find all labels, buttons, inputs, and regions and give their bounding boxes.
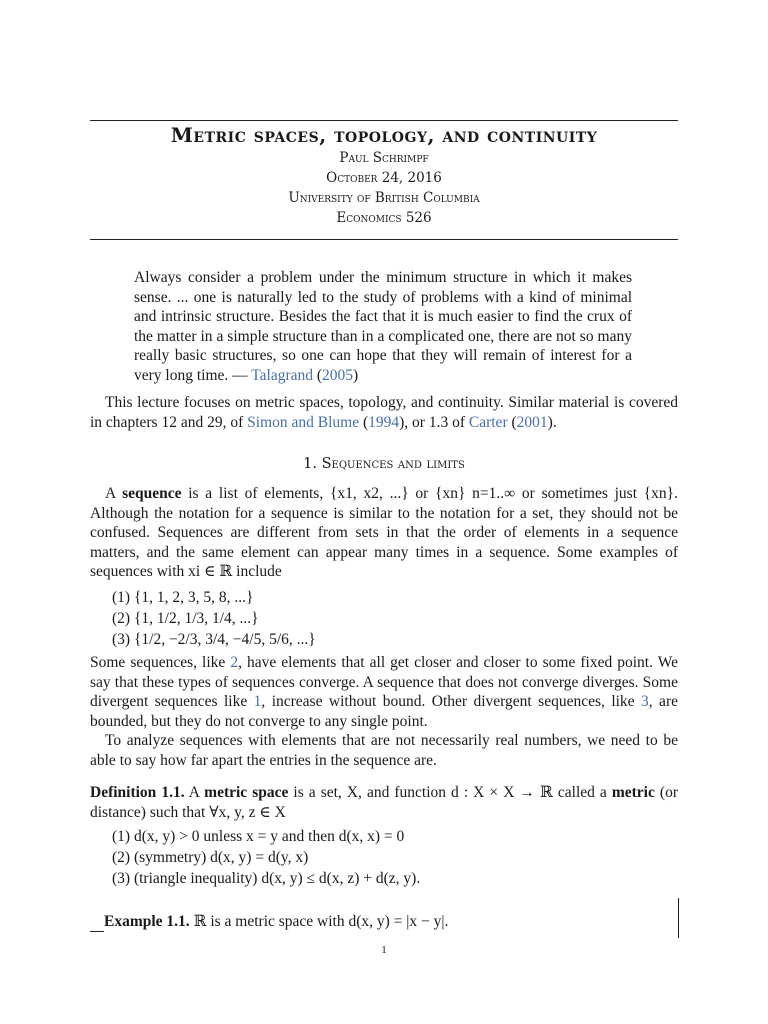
metric-axiom-2: (2) (symmetry) d(x, y) = d(y, x) — [112, 849, 309, 866]
analysis-paragraph: To analyze sequences with elements that are not necessarily real numbers, we need to be able to say how far apart the entries in the sequence are. — [90, 732, 678, 769]
intro-text-1: This lecture focuses on metric spaces, topology, and continuity. Similar material is covered in chapters 12 and 29, of — [90, 394, 678, 431]
example-box — [90, 898, 679, 938]
ref-carter-year[interactable]: 2001 — [516, 413, 548, 431]
ref-simon-blume-year[interactable]: 1994 — [368, 413, 400, 431]
example-label: Example 1.1. — [104, 913, 190, 930]
paper-title: Metric spaces, topology, and continuity — [170, 123, 598, 147]
conv-text-b: , have elements that all get closer and closer to some fixed point. We say that these types of sequences converge. A sequence that does not converge diverges. Some divergent sequences like — [90, 654, 678, 710]
sequence-examples — [90, 587, 678, 650]
seq-text-b: is a list of elements, {x1, x2, ...} or {xn} n=1..∞ or sometimes just {xn}. Although the notation for a sequence is similar to the notation for a set, they should not be confused. Sequences are different from sets in that the order of elements in a sequence matters, and the same element can appear many times in a sequence. Some examples of sequences with xi ∈ ℝ include — [90, 485, 678, 580]
intro-paragraph: This lecture focuses on metric spaces, topology, and continuity. Similar material is covered in chapters 12 and 29, of Simon and Blume (1994), or 1.3 of Carter (2001). — [90, 394, 678, 431]
ref-example-1[interactable]: 1 — [253, 693, 262, 710]
ref-carter[interactable]: Carter — [468, 413, 508, 431]
metric-axiom-3: (3) (triangle inequality) d(x, y) ≤ d(x, z) + d(z, y). — [112, 870, 421, 887]
quote-text: Always consider a problem under the minimum structure in which it makes sense. ... one is naturally led to the study of problems with a kind of minimal and intrinsic structure. Besides the fact that it is much easier to find the crux of the matter in a simple structure than in a complicated one, there are not so many really basic structures, so one can hope that they will remain of interest for a very long time. — — [134, 269, 632, 384]
metric-axiom-1: (1) d(x, y) > 0 unless x = y and then d(x, x) = 0 — [112, 828, 405, 845]
ref-simon-blume[interactable]: Simon and Blume — [247, 413, 360, 431]
term-metric: metric — [611, 784, 655, 801]
example-text: ℝ is a metric space with d(x, y) = |x − y|. — [189, 913, 449, 930]
epigraph-quote: Always consider a problem under the minimum structure in which it makes sense. ... one is naturally led to the study of problems with a kind of minimal and intrinsic structure. Besides the fact that it is much easier to find the crux of the matter in a simple structure than in a complicated one, there are not so many really basic structures, so one can hope that they will remain of interest for a very long time. — Talagrand (2005) — [134, 269, 632, 384]
intro-text-2: , or 1.3 of — [404, 413, 469, 431]
definition-block — [90, 783, 678, 889]
course: Economics 526 — [336, 210, 432, 226]
sequence-example-2: (2) {1, 1/2, 1/3, 1/4, ...} — [112, 610, 259, 627]
def-text-b: is a set, X, and function d : X × X → ℝ called a — [288, 784, 612, 801]
institution: University of British Columbia — [288, 190, 480, 206]
seq-text-a: A — [105, 485, 123, 502]
title-block — [90, 122, 678, 228]
section-heading: 1. Sequences and limits — [303, 456, 465, 472]
page-number: 1 — [381, 944, 387, 956]
example-content — [104, 912, 448, 932]
conv-text-a: Some sequences, like — [90, 654, 231, 671]
def-text-c: (or distance) such that ∀x, y, z ∈ X — [90, 784, 678, 821]
convergence-paragraph — [90, 653, 678, 770]
top-rule — [90, 120, 678, 121]
sequence-example-1: (1) {1, 1, 2, 3, 5, 8, ...} — [112, 589, 254, 606]
intro-text-3: . — [552, 413, 557, 431]
date: October 24, 2016 — [326, 170, 442, 186]
quote-author-link[interactable]: Talagrand — [251, 366, 313, 384]
term-sequence: sequence — [122, 485, 182, 502]
ref-example-2[interactable]: 2 — [230, 654, 239, 671]
sequence-example-3: (3) {1/2, −2/3, 3/4, −4/5, 5/6, ...} — [112, 631, 316, 648]
sequence-definition-paragraph — [90, 484, 678, 582]
conv-text-d: , are bounded, but they do not converge to any single point. — [90, 693, 678, 730]
definition-label: Definition 1.1. — [90, 784, 185, 801]
bottom-rule — [90, 239, 678, 240]
ref-example-3[interactable]: 3 — [641, 693, 649, 710]
term-metric-space: metric space — [204, 784, 289, 801]
conv-text-c: , increase without bound. Other divergent sequences, like — [261, 693, 641, 710]
author: Paul Schrimpf — [339, 150, 429, 166]
def-text-a: A — [184, 784, 205, 801]
quote-year-link[interactable]: 2005 — [322, 366, 354, 384]
